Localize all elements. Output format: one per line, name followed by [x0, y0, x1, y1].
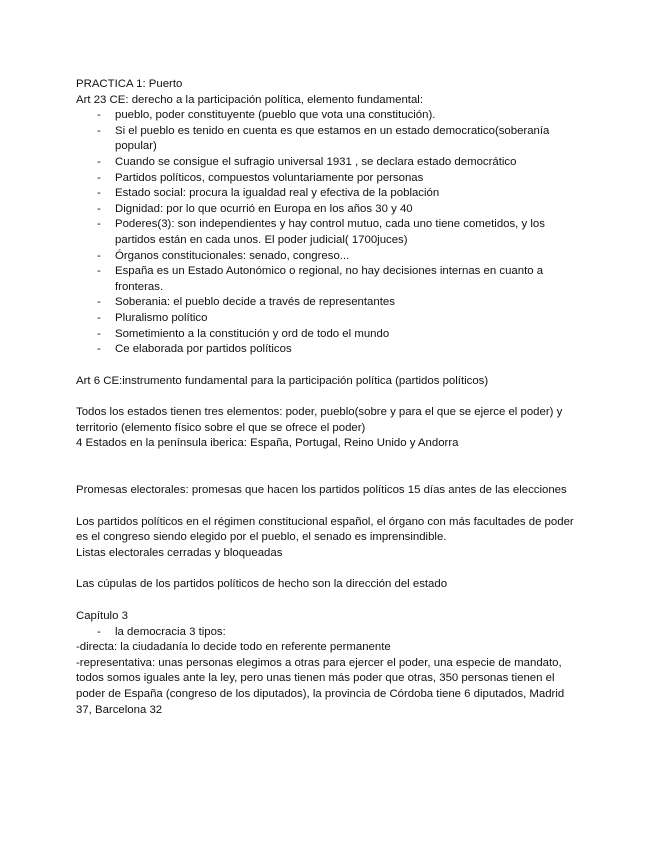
promesas-paragraph: Promesas electorales: promesas que hacen los partidos políticos 15 días antes de las elecciones [76, 484, 567, 497]
list-item: - Dignidad: por lo que ocurrió en Europa en los años 30 y 40 [76, 202, 576, 218]
list-item: - Pluralismo político [76, 311, 576, 327]
document-title: PRACTICA 1: Puerto [76, 78, 183, 90]
partidos-paragraph: Los partidos políticos en el régimen constitucional español, el órgano con más facultades de poder es el congreso siendo elegido por el pueblo, el senado es imprensindible. [76, 515, 574, 544]
capitulo-list [76, 625, 576, 641]
list-item: - Cuando se consigue el sufragio universal 1931 , se declara estado democrático [76, 155, 576, 171]
list-item: - pueblo, poder constituyente (pueblo que vota una constitución). [76, 108, 576, 124]
list-item: - Ce elaborada por partidos políticos [76, 342, 576, 358]
estados-peninsula: 4 Estados en la península iberica: España, Portugal, Reino Unido y Andorra [76, 437, 459, 450]
directa-line: -directa: la ciudadanía lo decide todo en referente permanente [76, 641, 391, 654]
list-item: - la democracia 3 tipos: [76, 625, 576, 641]
list-item: - Sometimiento a la constitución y ord de todo el mundo [76, 327, 576, 343]
listas-line: Listas electorales cerradas y bloqueadas [76, 546, 283, 559]
list-item: - Estado social: procura la igualdad real y efectiva de la población [76, 186, 576, 202]
capitulo-heading: Capítulo 3 [76, 610, 128, 623]
art23-heading: Art 23 CE: derecho a la participación política, elemento fundamental: [76, 93, 423, 106]
cupulas-paragraph: Las cúpulas de los partidos políticos de hecho son la dirección del estado [76, 578, 448, 591]
list-item: - Órganos constitucionales: senado, congreso... [76, 249, 576, 265]
list-item: - Soberania: el pueblo decide a través de representantes [76, 295, 576, 311]
document-page [76, 77, 576, 718]
art6-paragraph: Art 6 CE:instrumento fundamental para la participación política (partidos políticos) [76, 374, 489, 387]
list-item: - Si el pueblo es tenido en cuenta es que estamos en un estado democratico(soberanía popular) [76, 124, 576, 155]
art23-list [76, 108, 576, 358]
list-item: - España es un Estado Autonómico o regional, no hay decisiones internas en cuanto a fronteras. [76, 264, 576, 295]
list-item: - Poderes(3): son independientes y hay control mutuo, cada uno tiene cometidos, y los partidos están en cada unos. El poder judicial( 1700juces) [76, 217, 576, 248]
list-item: - Partidos políticos, compuestos voluntariamente por personas [76, 171, 576, 187]
representativa-paragraph: -representativa: unas personas elegimos a otras para ejercer el poder, una especie de mandato, todos somos iguales ante la ley, pero unas tienen más poder que otras, 350 personas tienen el poder de España (congreso de los diputados), la provincia de Córdoba tiene 6 diputados, Madrid 37, Barcelona 32 [76, 656, 565, 716]
estados-paragraph: Todos los estados tienen tres elementos: poder, pueblo(sobre y para el que se ejerce el poder) y territorio (elemento físico sobre el que se ofrece el poder) [76, 406, 563, 434]
